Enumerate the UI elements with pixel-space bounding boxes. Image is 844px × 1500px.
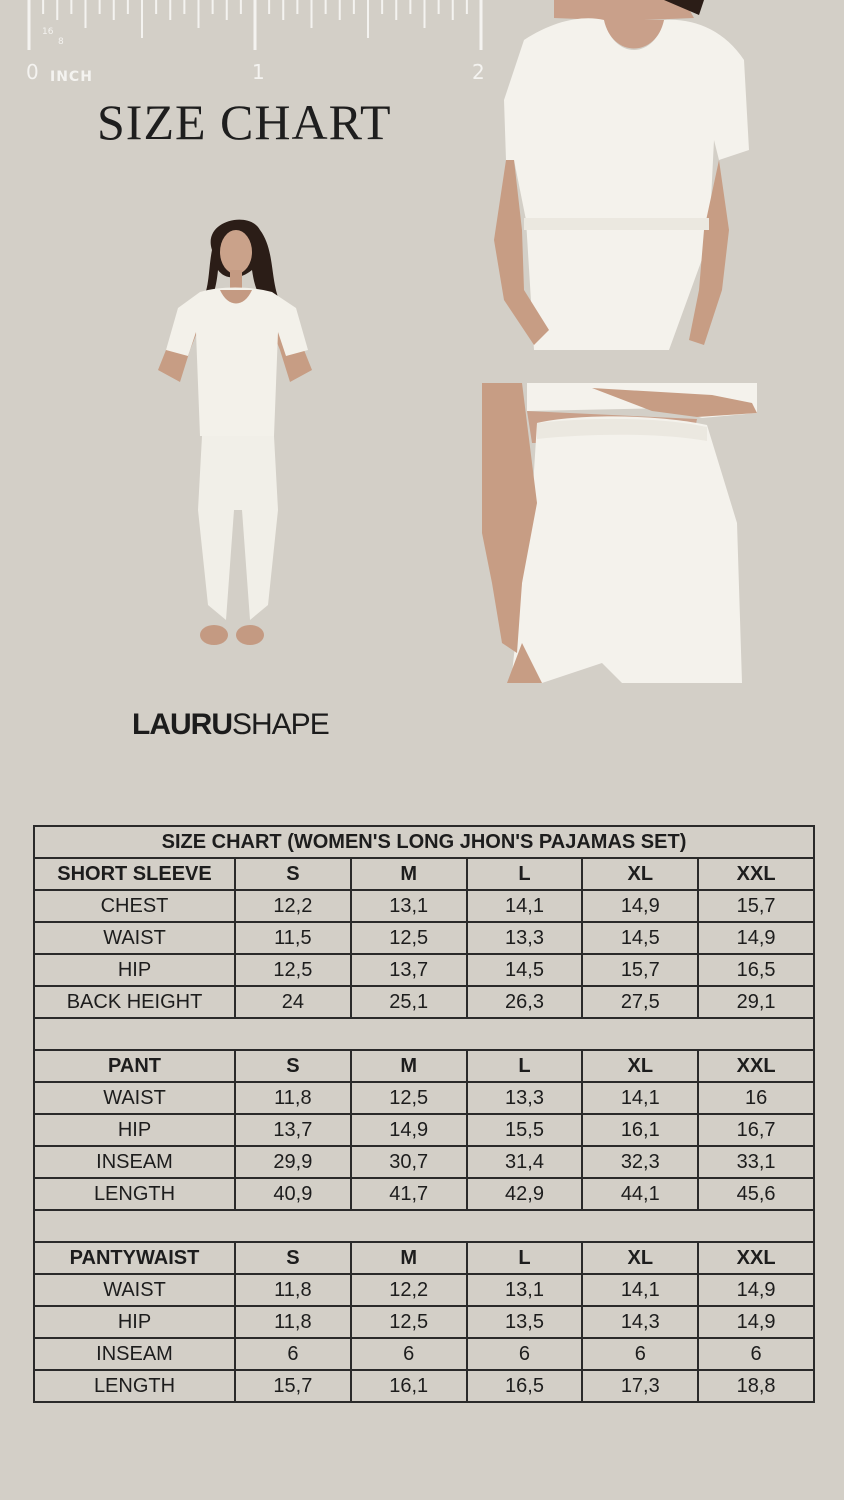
spacer-cell — [34, 1210, 814, 1242]
size-header: L — [467, 1242, 583, 1274]
measurement-value: 14,5 — [467, 954, 583, 986]
model-full-body-image — [150, 210, 320, 660]
spacer-cell — [34, 1018, 814, 1050]
section-name: SHORT SLEEVE — [34, 858, 235, 890]
measurement-value: 13,1 — [351, 890, 467, 922]
measurement-value: 12,5 — [351, 1306, 467, 1338]
measurement-value: 14,1 — [467, 890, 583, 922]
measurement-label: HIP — [34, 1114, 235, 1146]
measurement-value: 11,8 — [235, 1082, 351, 1114]
table-row — [34, 1274, 814, 1306]
measurement-value: 14,5 — [582, 922, 698, 954]
measurement-label: WAIST — [34, 1274, 235, 1306]
table-row — [34, 986, 814, 1018]
spacer-row — [34, 1210, 814, 1242]
size-chart-table — [33, 825, 815, 1403]
section-header-row — [34, 1050, 814, 1082]
size-header: L — [467, 1050, 583, 1082]
measurement-value: 14,9 — [698, 922, 814, 954]
measurement-value: 14,9 — [582, 890, 698, 922]
size-header: XL — [582, 858, 698, 890]
size-header: M — [351, 858, 467, 890]
measurement-value: 12,5 — [351, 1082, 467, 1114]
measurement-value: 40,9 — [235, 1178, 351, 1210]
measurement-value: 18,8 — [698, 1370, 814, 1402]
measurement-label: LENGTH — [34, 1370, 235, 1402]
ruler-mark-0: 0 — [26, 60, 39, 84]
table-row — [34, 1370, 814, 1402]
size-header: XL — [582, 1050, 698, 1082]
measurement-value: 13,7 — [351, 954, 467, 986]
measurement-value: 16,1 — [582, 1114, 698, 1146]
measurement-value: 16,1 — [351, 1370, 467, 1402]
measurement-value: 14,1 — [582, 1274, 698, 1306]
section-header-row — [34, 1242, 814, 1274]
size-header: M — [351, 1050, 467, 1082]
measurement-value: 11,5 — [235, 922, 351, 954]
measurement-value: 13,5 — [467, 1306, 583, 1338]
measurement-value: 13,1 — [467, 1274, 583, 1306]
measurement-value: 27,5 — [582, 986, 698, 1018]
measurement-label: WAIST — [34, 1082, 235, 1114]
table-row — [34, 922, 814, 954]
measurement-value: 15,7 — [235, 1370, 351, 1402]
ruler-mark-2: 2 — [472, 60, 485, 84]
measurement-label: BACK HEIGHT — [34, 986, 235, 1018]
measurement-label: INSEAM — [34, 1338, 235, 1370]
page-title: SIZE CHART — [97, 94, 392, 150]
measurement-label: HIP — [34, 954, 235, 986]
size-header: XXL — [698, 1242, 814, 1274]
table-row — [34, 1114, 814, 1146]
measurement-label: INSEAM — [34, 1146, 235, 1178]
inch-ruler — [26, 0, 486, 95]
measurement-value: 14,3 — [582, 1306, 698, 1338]
size-header: L — [467, 858, 583, 890]
measurement-value: 16,7 — [698, 1114, 814, 1146]
size-header: S — [235, 858, 351, 890]
measurement-value: 6 — [698, 1338, 814, 1370]
table-caption: SIZE CHART (WOMEN'S LONG JHON'S PAJAMAS SET) — [34, 826, 814, 858]
table-row — [34, 1146, 814, 1178]
measurement-value: 25,1 — [351, 986, 467, 1018]
measurement-value: 14,1 — [582, 1082, 698, 1114]
measurement-value: 15,7 — [582, 954, 698, 986]
measurement-value: 26,3 — [467, 986, 583, 1018]
section-name: PANT — [34, 1050, 235, 1082]
brand-logo-bold: LAURU — [132, 708, 232, 741]
measurement-value: 16 — [698, 1082, 814, 1114]
size-header: S — [235, 1050, 351, 1082]
size-header: XL — [582, 1242, 698, 1274]
brand-logo-light: SHAPE — [232, 708, 329, 741]
measurement-value: 16,5 — [698, 954, 814, 986]
ruler-ticks — [26, 0, 486, 55]
size-header: XXL — [698, 858, 814, 890]
model-top-closeup-image — [494, 0, 754, 350]
measurement-value: 13,3 — [467, 1082, 583, 1114]
measurement-value: 29,1 — [698, 986, 814, 1018]
size-header: XXL — [698, 1050, 814, 1082]
measurement-label: WAIST — [34, 922, 235, 954]
size-header: S — [235, 1242, 351, 1274]
measurement-value: 11,8 — [235, 1274, 351, 1306]
ruler-unit: INCH — [50, 69, 93, 85]
table-row — [34, 954, 814, 986]
model-shorts-closeup-image — [482, 383, 760, 683]
ruler-mark-1: 1 — [252, 60, 265, 84]
measurement-value: 31,4 — [467, 1146, 583, 1178]
measurement-value: 6 — [582, 1338, 698, 1370]
measurement-value: 24 — [235, 986, 351, 1018]
measurement-value: 11,8 — [235, 1306, 351, 1338]
measurement-value: 12,5 — [235, 954, 351, 986]
measurement-label: HIP — [34, 1306, 235, 1338]
measurement-value: 12,5 — [351, 922, 467, 954]
table-row — [34, 1306, 814, 1338]
size-chart — [33, 825, 815, 1403]
table-row — [34, 1082, 814, 1114]
measurement-value: 14,9 — [698, 1274, 814, 1306]
measurement-value: 30,7 — [351, 1146, 467, 1178]
measurement-value: 45,6 — [698, 1178, 814, 1210]
measurement-value: 15,5 — [467, 1114, 583, 1146]
measurement-value: 16,5 — [467, 1370, 583, 1402]
table-row — [34, 1338, 814, 1370]
measurement-label: CHEST — [34, 890, 235, 922]
table-row — [34, 1178, 814, 1210]
section-header-row — [34, 858, 814, 890]
measurement-value: 44,1 — [582, 1178, 698, 1210]
measurement-value: 17,3 — [582, 1370, 698, 1402]
measurement-value: 6 — [235, 1338, 351, 1370]
measurement-value: 15,7 — [698, 890, 814, 922]
measurement-value: 6 — [351, 1338, 467, 1370]
measurement-value: 6 — [467, 1338, 583, 1370]
ruler-minor-label: 16 — [42, 27, 54, 37]
table-caption-row — [34, 826, 814, 858]
measurement-value: 14,9 — [698, 1306, 814, 1338]
measurement-value: 32,3 — [582, 1146, 698, 1178]
table-row — [34, 890, 814, 922]
measurement-value: 13,3 — [467, 922, 583, 954]
measurement-value: 14,9 — [351, 1114, 467, 1146]
spacer-row — [34, 1018, 814, 1050]
measurement-value: 12,2 — [235, 890, 351, 922]
measurement-value: 41,7 — [351, 1178, 467, 1210]
measurement-value: 33,1 — [698, 1146, 814, 1178]
section-name: PANTYWAIST — [34, 1242, 235, 1274]
measurement-value: 12,2 — [351, 1274, 467, 1306]
ruler-minor-label: 8 — [58, 37, 64, 47]
measurement-value: 13,7 — [235, 1114, 351, 1146]
brand-logo — [132, 708, 329, 742]
measurement-label: LENGTH — [34, 1178, 235, 1210]
measurement-value: 29,9 — [235, 1146, 351, 1178]
size-header: M — [351, 1242, 467, 1274]
measurement-value: 42,9 — [467, 1178, 583, 1210]
